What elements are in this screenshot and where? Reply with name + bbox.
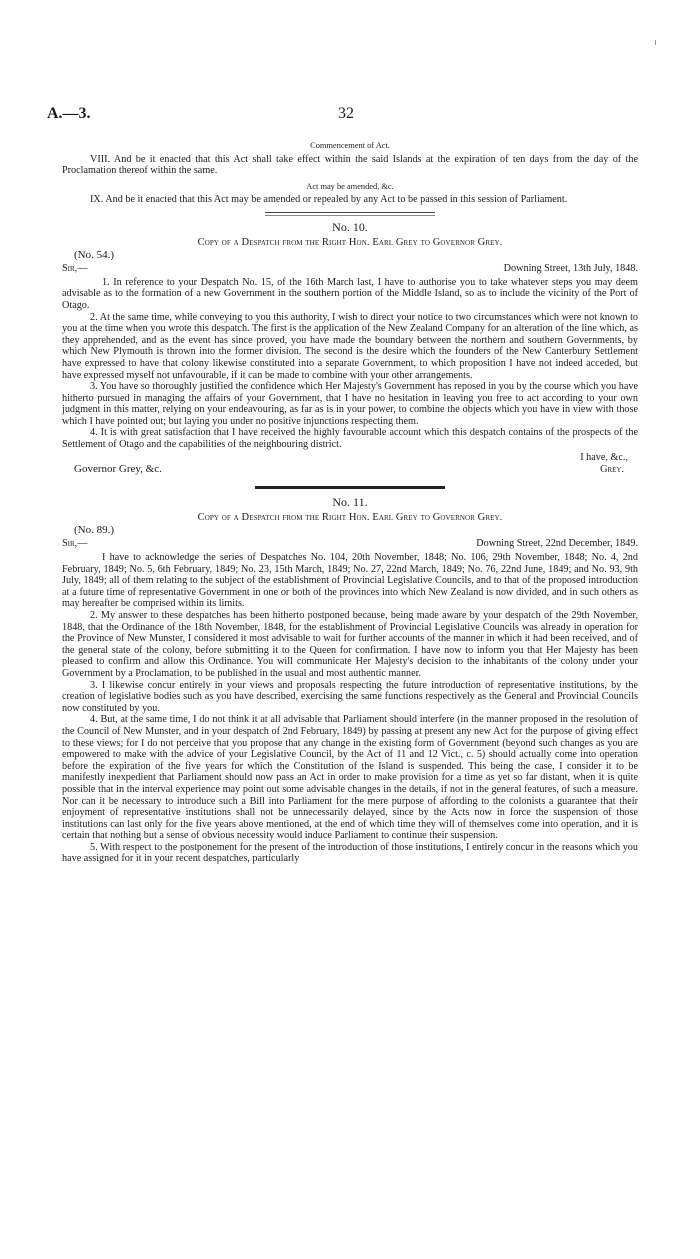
despatch-11-title-mid: to Governor (417, 511, 478, 523)
despatch-11-dateline: Downing Street, 22nd December, 1849. (476, 538, 638, 550)
despatch-10-paragraph-1: 1. In reference to your Despatch No. 15, of the 16th March last, I have to authorise you to take whatever steps you may deem advisable as to the formation of a new Government in the southern portion of the Middle Island, so as to include the vicinity of the Port of Otago. (62, 276, 638, 311)
despatch-10-title-mid: to Governor (417, 236, 478, 248)
despatch-11-paragraph-5: 5. With respect to the postponement for the present of the introduction of those institutions, I entirely concur in the reasons which you have assigned for it in your recent despatches, particularly (62, 841, 638, 865)
despatch-11-paragraph-3: 3. I likewise concur entirely in your views and proposals respecting the future introduction of representative institutions, by the creation of legislative bodies such as you have described, exercising the same functions respectively as the General and Provincial Councils now constituted by you. (62, 679, 638, 714)
despatch-10-addressee: Governor Grey, &c. (74, 463, 162, 476)
despatch-10-title-grey2: Grey (477, 236, 500, 248)
section-divider (265, 212, 435, 216)
despatch-10-title (62, 237, 638, 249)
despatch-10-dateline: Downing Street, 13th July, 1848. (503, 262, 638, 274)
despatch-11-title-end: . (499, 511, 503, 523)
clause-ix: IX. And be it enacted that this Act may be amended or repealed by any Act to be passed in this session of Parliament. (90, 194, 568, 206)
despatch-11-reference: (No. 89.) (74, 524, 115, 537)
page-body (62, 136, 638, 865)
despatch-10-signature: Grey. (600, 464, 624, 476)
despatch-10-paragraph-2: 2. At the same time, while conveying to you this authority, I wish to direct your notice to two circumstances which were not known to you at the time when you wrote this despatch. The first is the application of the New Zealand Company for an alteration of the line which, as they apprehended, and as the event has since proved, you have made the boundary between the northern and southern Governments, by which New Plymouth is thrown into the former division. The second is the desire which the founders of the New Canterbury Settlement have expressed to have that colony likewise constituted into a separate Government, to which proposition I have not indeed acceded, but have expressed myself not unfavourable, if it can be made to combine with your other arrangements. (62, 311, 638, 381)
despatch-10-signoff (62, 464, 638, 478)
page-edge-mark (655, 40, 656, 45)
despatch-11-number: No. 11. (332, 495, 368, 510)
despatch-10-salutation: Sir,— (62, 262, 88, 274)
clause-viii: VIII. And be it enacted that this Act shall take effect within the said Islands at the expiration of ten days from the day of the Proclamation thereof within the same. (62, 153, 638, 177)
despatch-10-title-end: . (499, 236, 503, 248)
despatch-11-paragraph-4: 4. But, at the same time, I do not think it at all advisable that Parliament should interfere (in the manner proposed in the resolution of the Council of New Munster, and in your despatch of 2nd February, 1849) by passing at present any new Act for the purpose of giving effect to these views; for I do not perceive that you propose that any change in the existing form of Government (beyond such changes as you are empowered to make with the advice of your Legislative Council, by the Act of 11 and 12 Vict., c. 5) should actually come into operation before the expiration of the five years for which the Constitution of the Island is suspended. This being the case, I consider it to be manifestly inexpedient that Parliament should now pass an Act in order to make provision for a time as yet so far distant, when it is quite possible that in the interval experience may point out some advisable changes in the details, if not in the general features, of such a measure. Nor can it be necessary to introduce such a Bill into Parliament for the mere purpose of affording to the colonists a guarantee that their enjoyment of representative institutions shall not be unnecessarily delayed, since by the Acts now in force the suspension of those institutions can last only for the five years above mentioned, at the end of which time they will of themselves come into operation, and it is certain that nothing but a sense of obvious necessity would induce Parliament to continue their suspension. (62, 714, 638, 842)
despatch-11-title-grey1: Grey (395, 511, 418, 523)
marginal-caption-commencement: Commencement of Act. (310, 141, 390, 150)
despatch-10-paragraph-3: 3. You have so thoroughly justified the confidence which Her Majesty's Government has reposed in you by the course which you have hitherto pursued in managing the affairs of your Government, that I have no hesitation in leaving you free to act according to your own judgment in this matter, relying on your endeavouring, as far as is in your power, to combine the objects which you have in view with those which I have pointed out; but laying you under no positive injunctions respecting them. (62, 381, 638, 427)
despatch-11-title-grey2: Grey (477, 511, 500, 523)
despatch-11-title-pre: Copy of a Despatch from the Right Hon. Earl (197, 511, 396, 523)
despatch-10-title-pre: Copy of a Despatch from the Right Hon. Earl (197, 236, 396, 248)
despatch-11-salutation: Sir,— (62, 538, 88, 550)
despatch-10-closing: I have, &c., (580, 451, 628, 463)
despatch-10-title-grey1: Grey (395, 236, 418, 248)
despatch-11-salutation-line (62, 538, 638, 551)
despatch-10-number: No. 10. (332, 219, 368, 234)
despatch-11-paragraph-1: I have to acknowledge the series of Despatches No. 104, 20th November, 1848; No. 106, 29th November, 1848; No. 4, 2nd February, 1849; No. 5, 6th February, 1849; No. 23, 15th March, 1849; No. 27, 22nd March, 1849; No. 76, 22nd June, 1849; and No. 93, 9th July, 1849; all of them relating to the subject of the establishment of Provincial Legislative Councils, and to that of the proposed introduction at a future time of representative Government in one or both of the provinces into which New Zealand is now divided, and in such others as may hereafter be comprised within its limits. (62, 552, 638, 610)
despatch-11-paragraph-2: 2. My answer to these despatches has been hitherto postponed because, being made aware by your despatch of the 29th November, 1848, that the Ordinance of the 18th November, 1848, for the establishment of Provincial Legislative Councils was already in operation for the Province of New Munster, I considered it most advisable to wait for further accounts of the manner in which it had been received, and of the general state of the colony, before submitting it to the Queen for confirmation. I have now to inform you that Her Majesty has been pleased to confirm and allow this Ordinance. You will communicate Her Majesty's decision to the inhabitants of the colony under your Government by a Proclamation, to be published in the usual and most authentic manner. (62, 610, 638, 679)
despatch-11-title (62, 512, 638, 524)
page-number: 32 (338, 105, 354, 122)
document-code: A.—3. (47, 105, 91, 122)
despatch-divider (255, 486, 445, 489)
despatch-10-paragraph-4: 4. It is with great satisfaction that I have received the highly favourable account which this despatch contains of the prospects of the Settlement of Otago and the capabilities of the neighbouring district. (62, 427, 638, 451)
despatch-10-reference: (No. 54.) (74, 249, 115, 262)
marginal-caption-amended: Act may be amended, &c. (306, 181, 394, 191)
despatch-10-salutation-line (62, 263, 638, 276)
